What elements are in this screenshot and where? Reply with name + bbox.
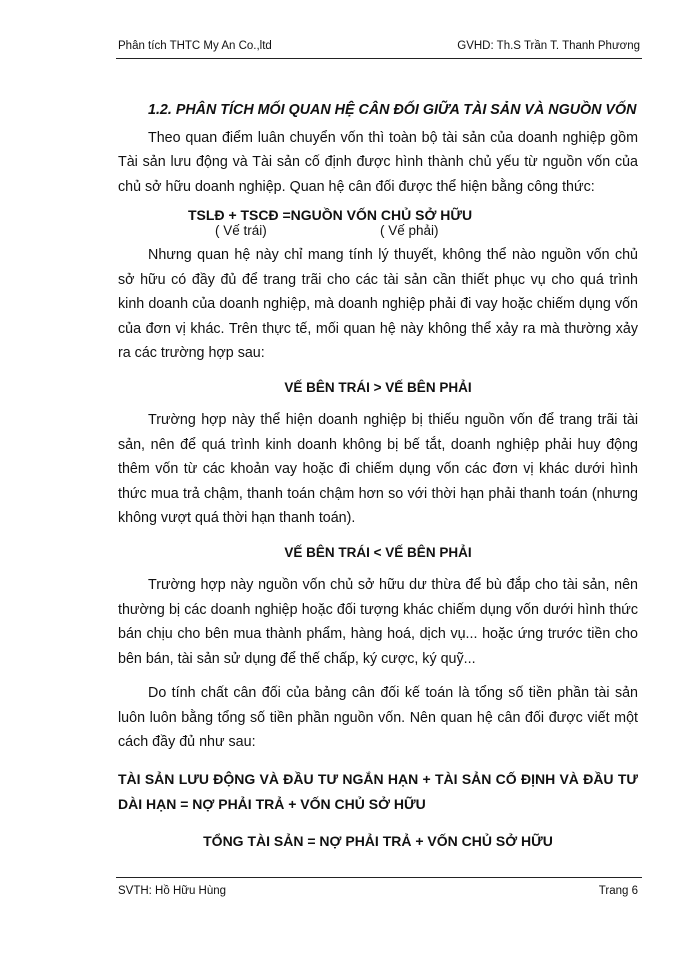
formula-3: TỔNG TÀI SẢN = NỢ PHẢI TRẢ + VỐN CHỦ SỞ HỮU bbox=[203, 832, 553, 849]
paragraph-2: Nhưng quan hệ này chỉ mang tính lý thuyết, không thể nào nguồn vốn chủ sở hữu có đầy đủ để trang trãi cho các tài sản cần thiết phục vụ cho quá trình kinh doanh của doanh nghiệp, mà doanh nghiệp phải đi vay hoặc chiếm dụng vốn của đơn vị khác. Trên thực tế, mối quan hệ này không thể xảy ra mà thường xảy ra các trường hợp sau: bbox=[118, 247, 638, 361]
section-title: 1.2. PHÂN TÍCH MỐI QUAN HỆ CÂN ĐỐI GIỮA TÀI SẢN VÀ NGUỒN VỐN bbox=[148, 102, 637, 118]
header-left-text: Phân tích THTC My An Co.,ltd bbox=[118, 40, 272, 52]
header-right-text: GVHD: Th.S Trần T. Thanh Phương bbox=[457, 40, 640, 52]
formula-2: TÀI SẢN LƯU ĐỘNG VÀ ĐẦU TƯ NGẮN HẠN + TÀI SẢN CỐ ĐỊNH VÀ ĐẦU TƯ DÀI HẠN = NỢ PHẢI TRẢ + VỐN CHỦ SỞ HỮU bbox=[118, 770, 638, 812]
paragraph-3: Trường hợp này thể hiện doanh nghiệp bị thiếu nguồn vốn để trang trãi tài sản, nên để quá trình kinh doanh không bị bế tắt, doanh nghiệp phải huy động thêm vốn từ các khoản vay hoặc đi chiếm dụng vốn các đơn vị khác dưới hình thức mua trả chậm, thanh toán chậm hơn so với thời hạn phải thanh toán (nhưng không vượt quá thời hạn thanh toán). bbox=[118, 412, 638, 526]
paragraph-1: Theo quan điểm luân chuyển vốn thì toàn bộ tài sản của doanh nghiệp gồm Tài sản lưu động và Tài sản cố định được hình thành chủ yếu từ nguồn vốn của chủ sở hữu doanh nghiệp. Quan hệ cân đối được thể hiện bằng công thức: bbox=[118, 129, 638, 195]
case-2-heading: VẾ BÊN TRÁI < VẾ BÊN PHẢI bbox=[284, 544, 472, 560]
page-header bbox=[118, 40, 640, 52]
formula-1: TSLĐ + TSCĐ =NGUỒN VỐN CHỦ SỞ HỮU bbox=[188, 207, 473, 223]
paragraph-5: Do tính chất cân đối của bảng cân đối kế toán là tổng số tiền phần tài sản luôn luôn bằng tổng số tiền phần nguồn vốn. Nên quan hệ cân đối được viết một cách đầy đủ như sau: bbox=[118, 685, 638, 750]
formula-1-labels bbox=[188, 223, 638, 241]
header-divider bbox=[116, 58, 642, 59]
right-side-label: ( Vế phải) bbox=[380, 223, 439, 238]
footer-left-text: SVTH: Hồ Hữu Hùng bbox=[118, 885, 227, 897]
footer-divider bbox=[116, 877, 642, 878]
case-1-heading: VẾ BÊN TRÁI > VẾ BÊN PHẢI bbox=[284, 379, 472, 395]
page-footer bbox=[118, 885, 638, 897]
spacer bbox=[118, 671, 638, 681]
left-side-label: ( Vế trái) bbox=[215, 223, 267, 238]
page-body bbox=[118, 98, 638, 853]
formula-1-block bbox=[188, 207, 638, 241]
paragraph-4: Trường hợp này nguồn vốn chủ sở hữu dư thừa để bù đắp cho tài sản, nên thường bị các doanh nghiệp hoặc đối tượng khác chiếm dụng vốn dưới hình thức bán chịu cho bên mua thành phẩm, hàng hoá, dịch vụ... hoặc ứng trước tiền cho bên bán, tài sản sử dụng để thế chấp, ký cược, ký quỹ... bbox=[118, 577, 638, 667]
footer-page-number: Trang 6 bbox=[598, 885, 638, 897]
